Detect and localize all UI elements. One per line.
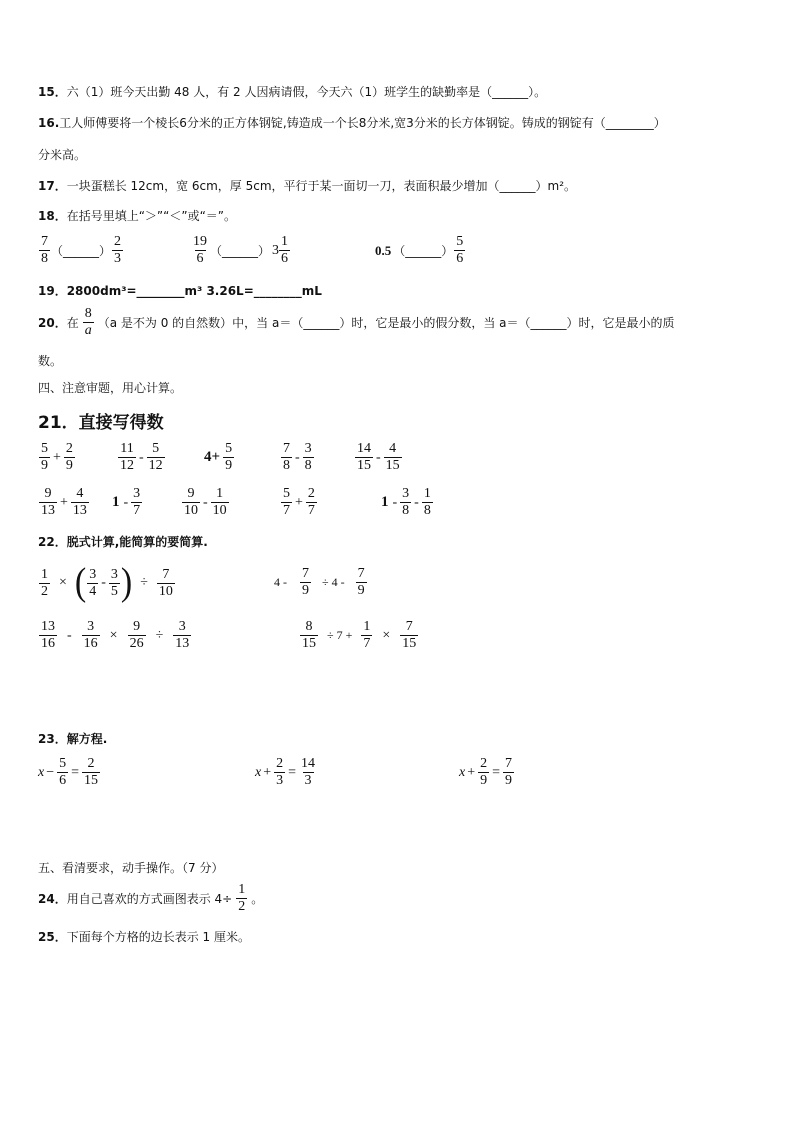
calc-item: 1 - $\frac{3}{7}$ bbox=[112, 486, 141, 518]
question-25 bbox=[38, 928, 250, 946]
question-number: 22． bbox=[38, 535, 67, 549]
question-number: 16. bbox=[38, 116, 60, 130]
fraction: $\frac{7}{8}$ bbox=[41, 234, 48, 266]
question-21 bbox=[38, 408, 164, 433]
question-text: 2800dm³=________m³ 3.26L=________mL bbox=[66, 284, 322, 298]
fraction: $\frac{8}{a}$ bbox=[84, 306, 92, 338]
left-paren: ( bbox=[74, 561, 87, 604]
equation-2: x + $\frac{2}{3}$ = $\frac{14}{3}$ bbox=[255, 756, 316, 788]
question-20-cont bbox=[38, 352, 62, 370]
compare-b bbox=[190, 234, 291, 267]
compare-c bbox=[373, 234, 466, 267]
question-16-cont bbox=[38, 146, 86, 164]
calc-item: 1 - $\frac{3}{8}$ - $\frac{1}{8}$ bbox=[381, 486, 431, 518]
question-text: 用自己喜欢的方式画图表示 4÷ bbox=[66, 892, 233, 906]
calc-item: $\frac{9}{13}$ + $\frac{4}{13}$ bbox=[41, 486, 87, 518]
question-text: 分米高。 bbox=[38, 148, 87, 162]
question-number: 21． bbox=[38, 413, 79, 433]
compare-a bbox=[38, 234, 124, 267]
calc-item: $\frac{5}{9}$ + $\frac{2}{9}$ bbox=[41, 441, 73, 473]
answer-blank[interactable]: （______） bbox=[210, 244, 271, 258]
fraction: $\frac{5}{6}$ bbox=[456, 234, 464, 266]
calc-item: $\frac{14}{15}$ - $\frac{4}{15}$ bbox=[357, 441, 400, 473]
right-paren: ) bbox=[120, 561, 133, 604]
answer-blank[interactable]: （______） bbox=[51, 244, 112, 258]
question-23 bbox=[38, 730, 107, 748]
question-15 bbox=[38, 83, 546, 101]
decimal: 0.5 bbox=[375, 242, 392, 258]
expression-4: $\frac{8}{15}$ ÷ 7 + $\frac{1}{7}$ × $\frac{7}{15}$ bbox=[302, 619, 417, 651]
question-text: 解方程. bbox=[66, 732, 108, 746]
fraction: $\frac{1}{6}$ bbox=[281, 234, 289, 266]
equation-3: x + $\frac{2}{9}$ = $\frac{7}{9}$ bbox=[459, 756, 513, 788]
expression-3: $\frac{13}{16}$ - $\frac{3}{16}$ × $\frac{9}{26}$ ÷ $\frac{3}{13}$ bbox=[41, 619, 190, 651]
question-title: 直接写得数 bbox=[78, 413, 164, 433]
fraction: $\frac{2}{3}$ bbox=[114, 234, 122, 266]
fraction: $\frac{1}{2}$ bbox=[238, 882, 246, 914]
question-text: 工人师傅要将一个棱长6分米的正方体钢锭,铸造成一个长8分米,宽3分米的长方体钢锭。铸成的钢锭有（________） bbox=[59, 116, 666, 130]
question-text: 在括号里填上“＞”“＜”或“＝”。 bbox=[66, 209, 237, 223]
question-number: 20． bbox=[38, 316, 67, 330]
calc-item: $\frac{5}{7}$ + $\frac{2}{7}$ bbox=[283, 486, 315, 518]
question-end: 。 bbox=[251, 892, 264, 906]
question-number: 19． bbox=[38, 284, 67, 298]
question-20 bbox=[38, 306, 675, 339]
question-text: 下面每个方格的边长表示 1 厘米。 bbox=[66, 930, 250, 944]
fraction: $\frac{19}{6}$ bbox=[193, 234, 207, 266]
question-19 bbox=[38, 282, 322, 300]
expression-1: $\frac{1}{2}$ × ( $\frac{3}{4}$ - $\frac{3}{5}$ ) ÷ $\frac{7}{10}$ bbox=[41, 561, 173, 604]
section-4-heading: 四、注意审题，用心计算。 bbox=[38, 381, 183, 395]
question-number: 25． bbox=[38, 930, 67, 944]
whole-part: 3 bbox=[272, 242, 280, 258]
question-text: 数。 bbox=[38, 354, 63, 368]
question-22 bbox=[38, 533, 208, 551]
question-text: 脱式计算,能简算的要简算. bbox=[66, 535, 208, 549]
question-number: 15． bbox=[38, 85, 67, 99]
question-text: 一块蛋糕长 12cm，宽 6cm，厚 5cm，平行于某一面切一刀，表面积最少增加（______）m²。 bbox=[66, 179, 577, 193]
question-18 bbox=[38, 207, 236, 225]
question-number: 24． bbox=[38, 892, 67, 906]
question-number: 17． bbox=[38, 179, 67, 193]
calc-item: $\frac{11}{12}$ - $\frac{5}{12}$ bbox=[120, 441, 163, 473]
calc-item: $\frac{9}{10}$ - $\frac{1}{10}$ bbox=[184, 486, 227, 518]
section-5-heading: 五、看清要求，动手操作。（7 分） bbox=[38, 861, 224, 875]
question-text: （a 是不为 0 的自然数）中，当 a＝（______）时，它是最小的假分数，当 a＝（______）时，它是最小的质 bbox=[97, 316, 675, 330]
question-number: 23． bbox=[38, 732, 67, 746]
expression-2: 4 - $\frac{7}{9}$ ÷ 4 - $\frac{7}{9}$ bbox=[274, 566, 365, 598]
equation-1: x − $\frac{5}{6}$ = $\frac{2}{15}$ bbox=[38, 756, 99, 788]
question-24 bbox=[38, 882, 263, 915]
question-pre: 在 bbox=[66, 316, 79, 330]
question-16 bbox=[38, 114, 666, 132]
question-text: 六（1）班今天出勤 48 人，有 2 人因病请假，今天六（1）班学生的缺勤率是（______）。 bbox=[66, 85, 547, 99]
question-number: 18． bbox=[38, 209, 67, 223]
calc-item: $\frac{7}{8}$ - $\frac{3}{8}$ bbox=[283, 441, 312, 473]
answer-blank[interactable]: （______） bbox=[393, 244, 454, 258]
question-17 bbox=[38, 177, 576, 195]
calc-item: 4+ $\frac{5}{9}$ bbox=[204, 441, 233, 473]
